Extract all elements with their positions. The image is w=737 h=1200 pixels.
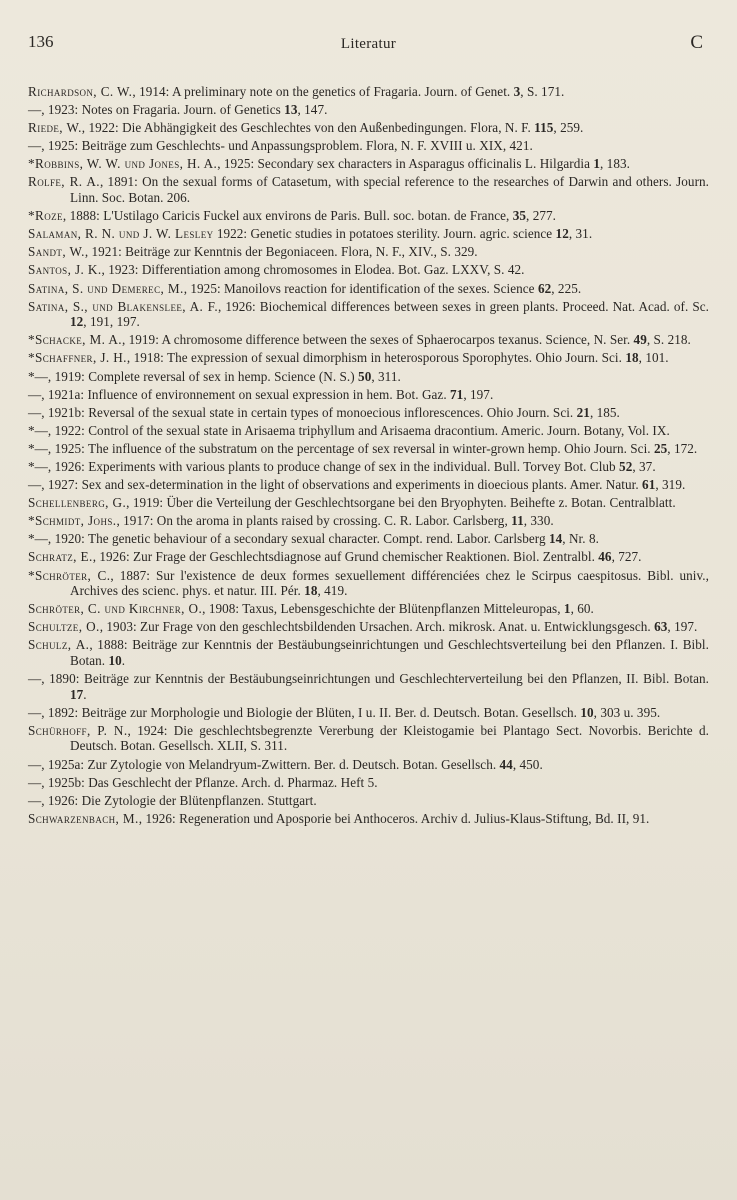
bibliography-entry xyxy=(28,601,709,617)
entry-volume: 14 xyxy=(548,531,563,547)
entry-text: , 1914: A preliminary note on the genetics of Fragaria. Journ. of Genet. xyxy=(132,84,514,99)
entry-volume: 63 xyxy=(654,619,668,635)
bibliography-entry xyxy=(28,705,709,721)
entry-tail: , 172. xyxy=(667,440,698,456)
bibliography-entry xyxy=(28,138,709,154)
entry-volume: 62 xyxy=(537,280,552,296)
entry-author: Satina, S., und Blakenslee, A. F. xyxy=(28,298,219,314)
entry-volume: 18 xyxy=(625,350,639,366)
entry-text: , 1917: On the aroma in plants raised by crossing. C. R. Labor. Carlsberg, xyxy=(116,513,512,529)
bibliography-entry xyxy=(28,156,709,172)
entry-author: Schratz, E. xyxy=(28,549,93,565)
entry-text: —, 1921b: Reversal of the sexual state in certain types of monoecious inflorescences. Ohio Journ. Sci. xyxy=(28,404,577,420)
entry-author: Schröter, C. und Kirchner, O. xyxy=(28,601,203,617)
bibliography-entry xyxy=(28,441,709,457)
entry-text: *—, 1925: The influence of the substratum on the percentage of sex reversal in winter-grown hemp. Ohio Journ. Sci. xyxy=(28,440,654,456)
bibliography-entry xyxy=(28,102,709,118)
entry-tail: , Nr. 8. xyxy=(562,531,599,547)
bibliography-entry xyxy=(28,793,709,809)
entry-author: Schwarzenbach, M. xyxy=(28,810,139,826)
entry-volume: 44 xyxy=(499,756,513,772)
entry-volume: 115 xyxy=(534,120,554,136)
entry-volume: 17 xyxy=(70,686,84,702)
entry-text: , 1888: L'Ustilago Caricis Fuckel aux environs de Paris. Bull. soc. botan. de France, xyxy=(62,208,513,224)
entry-tail: , 101. xyxy=(638,350,669,366)
entry-text: , 1923: Differentiation among chromosomes in Elodea. Bot. Gaz. LXXV, S. 42. xyxy=(101,262,525,278)
entry-author: Schulz, A. xyxy=(28,637,90,653)
entry-text: , 1922: Die Abhängigkeit des Geschlechtes von den Außenbedingungen. Flora, N. F. xyxy=(81,120,535,136)
entry-author: Rolfe, R. A. xyxy=(28,174,100,190)
entry-volume: 49 xyxy=(633,332,647,348)
entry-tail: , 319. xyxy=(655,477,686,493)
bibliography-entry xyxy=(28,262,709,278)
entry-author: Richardson, C. W. xyxy=(28,84,133,99)
bibliography-entry xyxy=(28,637,709,668)
entry-volume: 12 xyxy=(70,314,84,330)
bibliography-entry xyxy=(28,332,709,348)
entry-text: —, 1923: Notes on Fragaria. Journ. of Genetics xyxy=(28,102,285,118)
bibliography-entry xyxy=(28,775,709,791)
entry-volume: 1 xyxy=(593,156,600,172)
entry-tail: , 197. xyxy=(463,386,494,402)
entry-text: , 1903: Zur Frage von den geschlechtsbildenden Ursachen. Arch. mikrosk. Anat. u. Entwicklungsgesch. xyxy=(99,619,655,635)
entry-tail: , 191, 197. xyxy=(83,314,140,330)
entry-volume: 13 xyxy=(284,102,298,118)
entry-text: , 1888: Beiträge zur Kenntnis der Bestäubungseinrichtungen und Geschlechtsverteilung bei den Pflanzen. I. Bibl. Botan. xyxy=(70,637,709,668)
entry-text: , 1908: Taxus, Lebensgeschichte der Blütenpflanzen Mitteleuropas, xyxy=(202,601,564,617)
entry-author: *Schröter, C. xyxy=(28,567,111,583)
entry-text: , 1921: Beiträge zur Kenntnis der Begoniaceen. Flora, N. F., XIV., S. 329. xyxy=(84,244,478,260)
entry-volume: 3 xyxy=(513,84,521,99)
bibliography-entry xyxy=(28,477,709,493)
bibliography-entry xyxy=(28,208,709,224)
entry-text: —, 1892: Beiträge zur Morphologie und Biologie der Blüten, I u. II. Ber. d. Deutsch. Botan. Gesellsch. xyxy=(28,704,581,720)
bibliography-entry xyxy=(28,757,709,773)
entry-volume: 11 xyxy=(511,513,524,529)
entry-volume: 12 xyxy=(555,226,569,242)
entry-text: , 1887: Sur l'existence de deux formes sexuellement différenciées chez le Scirpus caespitosus. Bibl. univ., Archives des scienc. phys. et natur. III. Pér. xyxy=(70,567,709,599)
entry-tail: , 330. xyxy=(523,513,554,529)
bibliography-entry xyxy=(28,174,709,205)
bibliography-entry xyxy=(28,671,709,702)
entry-text: , 1891: On the sexual forms of Catasetum, with special reference to the researches of Darwin and others. Journ. Linn. Soc. Botan. 206. xyxy=(70,174,710,206)
bibliography-entry xyxy=(28,723,709,754)
entry-author: *Robbins, W. W. und Jones, H. A. xyxy=(28,156,218,172)
entry-text: *—, 1919: Complete reversal of sex in hemp. Science (N. S.) xyxy=(28,368,359,384)
bibliography-entry xyxy=(28,495,709,511)
bibliography-entry xyxy=(28,244,709,260)
entry-tail: , 225. xyxy=(551,280,582,296)
entry-author: *Roze xyxy=(28,208,63,224)
bibliography-entry xyxy=(28,459,709,475)
bibliography-entry xyxy=(28,369,709,385)
entry-text: , 1924: Die geschlechtsbegrenzte Vererbung der Kleistogamie bei Plantago Sect. Novorbis. Berichte d. Deutsch. Botan. Gesellsch. XLII, S. 311. xyxy=(70,722,709,754)
bibliography-entry xyxy=(28,405,709,421)
entry-tail: , 277. xyxy=(526,208,557,224)
entry-text: *—, 1926: Experiments with various plants to produce change of sex in the individual. Bull. Torvey Bot. Club xyxy=(28,458,620,474)
bibliography-entry xyxy=(28,423,709,439)
entry-volume: 10 xyxy=(108,653,122,668)
entry-author: Schürhoff, P. N. xyxy=(28,722,128,738)
entry-text: *—, 1920: The genetic behaviour of a secondary sexual character. Compt. rend. Labor. Carlsberg xyxy=(28,531,549,547)
section-letter: C xyxy=(690,32,703,53)
entry-text: —, 1927: Sex and sex-determination in the light of observations and experiments in dioecious plants. Amer. Natur. xyxy=(28,477,643,493)
entry-volume: 18 xyxy=(304,583,318,599)
entry-volume: 61 xyxy=(642,477,656,493)
bibliography-entry xyxy=(28,549,709,565)
entry-author: *Schacke, M. A. xyxy=(28,332,122,348)
entry-text: , 1919: Über die Verteilung der Geschlechtsorgane bei den Bryophyten. Beihefte z. Botan. Centralblatt. xyxy=(126,495,676,511)
entry-tail: , 259. xyxy=(553,120,584,136)
bibliography-entry xyxy=(28,350,709,366)
entry-tail: , S. 218. xyxy=(646,332,691,348)
entry-tail: , 419. xyxy=(317,583,348,599)
bibliography-entry xyxy=(28,619,709,635)
entry-tail: , 311. xyxy=(371,368,401,384)
entry-tail: , S. 171. xyxy=(520,84,565,99)
entry-text: , 1925: Manoilovs reaction for identification of the sexes. Science xyxy=(183,280,538,296)
entry-text: —, 1890: Beiträge zur Kenntnis der Bestäubungseinrichtungen und Geschlechterverteilung bei den Pflanzen, II. Bibl. Botan. xyxy=(28,671,709,687)
entry-volume: 1 xyxy=(563,601,571,617)
entry-text: , 1926: Zur Frage der Geschlechtsdiagnose auf Grund chemischer Reaktionen. Biol. Zentralbl. xyxy=(92,549,599,565)
entry-tail: , 60. xyxy=(570,601,594,617)
entry-author: Satina, S. und Demerec, M. xyxy=(28,280,184,296)
entry-text: —, 1925a: Zur Zytologie von Melandryum-Zwittern. Ber. d. Deutsch. Botan. Gesellsch. xyxy=(28,756,500,772)
entry-text: —, 1921a: Influence of environnement on sexual expression in hem. Bot. Gaz. xyxy=(28,386,451,402)
entry-author: Riede, W. xyxy=(28,120,82,136)
bibliography-entry xyxy=(28,120,709,136)
entry-text: 1922: Genetic studies in potatoes sterility. Journ. agric. science xyxy=(213,226,556,242)
bibliography-entry xyxy=(28,299,709,330)
bibliography-entry xyxy=(28,281,709,297)
entry-text: , 1918: The expression of sexual dimorphism in heterosporous Sporophytes. Ohio Journ. Sci. xyxy=(126,350,626,366)
entry-volume: 71 xyxy=(450,386,464,402)
entry-text: *—, 1922: Control of the sexual state in Arisaema triphyllum and Arisaema dracontium. Americ. Journ. Botany, Vol. IX. xyxy=(28,422,670,438)
entry-tail: . xyxy=(83,686,87,702)
entry-text: —, 1926: Die Zytologie der Blütenpflanzen. Stuttgart. xyxy=(28,792,317,808)
bibliography-entry xyxy=(28,226,709,242)
entry-author: Santos, J. K. xyxy=(28,262,102,278)
entry-author: *Schaffner, J. H. xyxy=(28,350,127,366)
entry-tail: , 197. xyxy=(667,619,698,635)
entry-volume: 21 xyxy=(576,404,590,420)
entry-tail: , 147. xyxy=(297,102,328,118)
entry-volume: 46 xyxy=(598,549,612,565)
bibliography-entry xyxy=(28,513,709,529)
running-head xyxy=(28,32,709,60)
bibliography-entry xyxy=(28,568,709,599)
running-title: Literatur xyxy=(340,36,397,52)
entry-tail: , 183. xyxy=(599,156,630,172)
entry-author: Schultze, O. xyxy=(28,619,100,635)
bibliography-list xyxy=(28,84,709,826)
entry-text: —, 1925b: Das Geschlecht der Pflanze. Arch. d. Pharmaz. Heft 5. xyxy=(28,774,378,790)
bibliography-entry xyxy=(28,387,709,403)
entry-text: , 1925: Secondary sex characters in Asparagus officinalis L. Hilgardia xyxy=(217,156,594,172)
entry-tail: , 303 u. 395. xyxy=(593,704,661,720)
entry-volume: 10 xyxy=(580,704,594,720)
entry-tail: , 450. xyxy=(512,756,543,772)
entry-volume: 25 xyxy=(654,440,668,456)
entry-tail: , 727. xyxy=(611,549,642,565)
entry-author: Sandt, W. xyxy=(28,244,85,260)
entry-author: Salaman, R. N. und J. W. Lesley xyxy=(28,226,214,242)
entry-text: , 1919: A chromosome difference between the sexes of Sphaerocarpos texanus. Science, N. Ser. xyxy=(121,332,634,348)
entry-volume: 35 xyxy=(512,208,527,224)
entry-tail: , 37. xyxy=(632,458,656,474)
entry-author: *Schmidt, Johs. xyxy=(28,513,117,529)
entry-text: —, 1925: Beiträge zum Geschlechts- und Anpassungsproblem. Flora, N. F. XVIII u. XIX, 421. xyxy=(28,138,533,154)
bibliography-entry xyxy=(28,811,709,827)
entry-volume: 50 xyxy=(358,368,372,384)
entry-tail: , 185. xyxy=(589,404,620,420)
entry-author: Schellenberg, G. xyxy=(28,495,127,511)
entry-text: , 1926: Regeneration und Aposporie bei Anthoceros. Archiv d. Julius-Klaus-Stiftung, Bd. II, 91. xyxy=(138,810,650,826)
bibliography-entry xyxy=(28,531,709,547)
entry-tail: . xyxy=(121,653,126,668)
bibliography-entry xyxy=(28,84,709,100)
entry-volume: 52 xyxy=(619,458,633,474)
entry-text: , 1926: Biochemical differences between sexes in green plants. Proceed. Nat. Acad. of. Sc. xyxy=(218,298,709,314)
entry-tail: , 31. xyxy=(568,226,593,242)
page-number: 136 xyxy=(28,32,54,51)
